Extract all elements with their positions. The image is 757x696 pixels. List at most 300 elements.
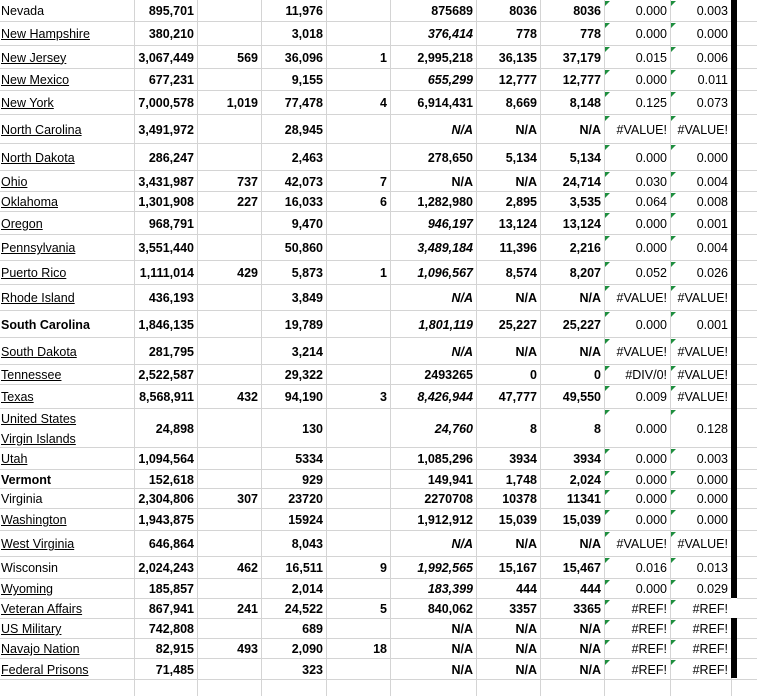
col-c-cell[interactable]: 432 xyxy=(237,390,258,404)
col-c-cell[interactable] xyxy=(197,619,261,639)
col-i-cell[interactable]: 0.000 xyxy=(635,73,667,87)
col-i-cell[interactable]: #REF! xyxy=(631,602,667,616)
col-e-cell[interactable] xyxy=(326,489,390,509)
col-i-cell[interactable]: 0.000 xyxy=(635,513,667,527)
col-j-cell[interactable]: 0.000 xyxy=(696,492,728,506)
col-c-cell[interactable] xyxy=(197,235,261,261)
col-g-cell[interactable]: 5,134 xyxy=(505,150,537,165)
col-f-cell[interactable]: 2493265 xyxy=(424,368,473,382)
col-b-cell[interactable]: 968,791 xyxy=(148,216,194,231)
col-g-cell[interactable]: N/A xyxy=(515,622,537,636)
col-c-cell[interactable] xyxy=(197,338,261,365)
col-h-cell[interactable]: 24,714 xyxy=(562,174,601,189)
col-c-cell[interactable]: 493 xyxy=(237,642,258,656)
col-f-cell[interactable]: 1,096,567 xyxy=(417,266,473,280)
jurisdiction-name-cell[interactable] xyxy=(0,285,134,311)
col-h-cell[interactable]: N/A xyxy=(579,662,601,677)
col-g-cell[interactable]: 12,777 xyxy=(498,73,537,87)
col-j-cell[interactable]: 0.011 xyxy=(697,73,728,87)
col-d-cell[interactable]: 130 xyxy=(302,421,323,436)
jurisdiction-link[interactable]: Tennessee xyxy=(1,368,62,382)
col-f-cell[interactable]: N/A xyxy=(451,622,473,636)
col-e-cell[interactable]: 9 xyxy=(380,561,387,575)
jurisdiction-name-cell[interactable] xyxy=(0,144,134,171)
col-f-cell[interactable]: 1,085,296 xyxy=(417,452,473,466)
col-b-cell[interactable]: 2,024,243 xyxy=(138,561,194,575)
col-g-cell[interactable]: 11,396 xyxy=(499,241,537,255)
col-i-cell[interactable]: #REF! xyxy=(631,622,667,636)
col-b-cell[interactable]: 1,846,135 xyxy=(138,317,194,332)
col-i-cell[interactable]: #VALUE! xyxy=(616,291,667,305)
col-c-cell[interactable] xyxy=(197,69,261,91)
col-j-cell[interactable]: 0.008 xyxy=(696,195,728,209)
col-g-cell[interactable]: N/A xyxy=(515,662,537,677)
col-c-cell[interactable] xyxy=(197,531,261,557)
jurisdiction-link[interactable]: Navajo Nation xyxy=(1,642,80,656)
col-f-cell[interactable]: 183,399 xyxy=(427,582,473,596)
jurisdiction-link[interactable]: Puerto Rico xyxy=(1,266,67,280)
col-j-cell[interactable]: 0.000 xyxy=(696,472,728,487)
col-g-cell[interactable]: 2,895 xyxy=(505,195,537,209)
jurisdiction-link[interactable]: New York xyxy=(1,96,54,110)
col-g-cell[interactable]: N/A xyxy=(515,344,537,359)
col-h-cell[interactable]: 5,134 xyxy=(569,150,601,165)
col-d-cell[interactable]: 15924 xyxy=(288,513,323,527)
jurisdiction-link[interactable]: New Mexico xyxy=(1,73,70,87)
jurisdiction-name-cell[interactable] xyxy=(0,448,134,470)
col-j-cell[interactable]: 0.026 xyxy=(696,266,728,280)
col-j-cell[interactable]: 0.003 xyxy=(696,452,728,466)
col-h-cell[interactable]: 12,777 xyxy=(562,73,601,87)
col-g-cell[interactable]: 0 xyxy=(530,368,537,382)
col-e-cell[interactable] xyxy=(326,235,390,261)
col-e-cell[interactable]: 7 xyxy=(380,174,387,189)
jurisdiction-name-cell[interactable] xyxy=(0,338,134,365)
col-d-cell[interactable]: 16,511 xyxy=(285,561,323,575)
col-d-cell[interactable]: 11,976 xyxy=(285,4,323,18)
col-c-cell[interactable] xyxy=(197,144,261,171)
col-c-cell[interactable]: 462 xyxy=(237,561,258,575)
col-h-cell[interactable]: 3365 xyxy=(573,602,601,616)
col-f-cell[interactable]: N/A xyxy=(451,537,473,551)
col-b-cell[interactable]: 3,431,987 xyxy=(138,174,194,189)
col-d-cell[interactable]: 9,470 xyxy=(291,216,323,231)
col-e-cell[interactable] xyxy=(326,448,390,470)
col-g-cell[interactable]: 8036 xyxy=(509,4,537,18)
col-e-cell[interactable]: 1 xyxy=(380,50,387,65)
col-i-cell[interactable]: 0.000 xyxy=(635,27,667,41)
jurisdiction-name-cell[interactable] xyxy=(0,212,134,235)
jurisdiction-link[interactable]: New Jersey xyxy=(1,50,67,65)
col-f-cell[interactable]: 24,760 xyxy=(434,421,473,436)
col-d-cell[interactable]: 929 xyxy=(302,472,323,487)
col-c-cell[interactable]: 241 xyxy=(237,602,258,616)
col-j-cell[interactable]: 0.000 xyxy=(696,150,728,165)
col-h-cell[interactable]: 8,207 xyxy=(569,266,601,280)
jurisdiction-name-cell[interactable] xyxy=(0,192,134,212)
col-d-cell[interactable]: 16,033 xyxy=(284,195,323,209)
col-d-cell[interactable]: 323 xyxy=(302,662,323,677)
col-c-cell[interactable] xyxy=(197,311,261,338)
col-e-cell[interactable]: 6 xyxy=(380,195,387,209)
col-i-cell[interactable]: 0.000 xyxy=(635,216,667,231)
col-g-cell[interactable]: N/A xyxy=(515,537,537,551)
col-i-cell[interactable]: 0.000 xyxy=(635,472,667,487)
col-j-cell[interactable]: #REF! xyxy=(692,662,728,677)
col-e-cell[interactable] xyxy=(326,659,390,680)
col-e-cell[interactable] xyxy=(326,0,390,22)
jurisdiction-name-cell[interactable] xyxy=(0,599,134,619)
col-h-cell[interactable]: N/A xyxy=(579,622,601,636)
col-e-cell[interactable] xyxy=(326,311,390,338)
col-i-cell[interactable]: #VALUE! xyxy=(616,344,667,359)
col-f-cell[interactable]: 2270708 xyxy=(424,492,473,506)
col-j-cell[interactable]: 0.000 xyxy=(696,27,728,41)
col-j-cell[interactable]: 0.128 xyxy=(696,421,728,436)
col-b-cell[interactable]: 71,485 xyxy=(155,662,194,677)
col-c-cell[interactable]: 429 xyxy=(237,266,258,280)
jurisdiction-link[interactable]: New Hampshire xyxy=(1,27,90,41)
col-f-cell[interactable]: N/A xyxy=(451,122,473,137)
col-g-cell[interactable]: 15,039 xyxy=(498,513,537,527)
col-f-cell[interactable]: 376,414 xyxy=(427,27,473,41)
col-c-cell[interactable] xyxy=(197,509,261,531)
col-j-cell[interactable]: 0.006 xyxy=(696,50,728,65)
col-g-cell[interactable]: 3357 xyxy=(509,602,537,616)
col-e-cell[interactable] xyxy=(326,22,390,46)
col-i-cell[interactable]: 0.009 xyxy=(635,390,667,404)
jurisdiction-link[interactable]: Ohio xyxy=(1,174,28,189)
col-c-cell[interactable]: 227 xyxy=(237,195,258,209)
jurisdiction-name-cell[interactable] xyxy=(0,659,134,680)
col-j-cell[interactable]: #VALUE! xyxy=(677,368,728,382)
col-d-cell[interactable]: 2,090 xyxy=(291,642,323,656)
col-h-cell[interactable]: 25,227 xyxy=(562,317,601,332)
col-f-cell[interactable]: N/A xyxy=(451,662,473,677)
col-d-cell[interactable]: 689 xyxy=(302,622,323,636)
col-f-cell[interactable]: N/A xyxy=(451,344,473,359)
col-c-cell[interactable]: 737 xyxy=(237,174,258,189)
col-f-cell[interactable]: 3,489,184 xyxy=(417,241,473,255)
jurisdiction-link[interactable]: North Dakota xyxy=(1,150,75,165)
col-i-cell[interactable]: 0.015 xyxy=(635,50,667,65)
col-c-cell[interactable] xyxy=(197,470,261,489)
col-h-cell[interactable]: 8036 xyxy=(573,4,601,18)
jurisdiction-name-cell[interactable] xyxy=(0,531,134,557)
col-b-cell[interactable]: 152,618 xyxy=(148,472,194,487)
col-j-cell[interactable]: #REF! xyxy=(692,642,728,656)
col-f-cell[interactable]: 946,197 xyxy=(427,216,473,231)
jurisdiction-link[interactable]: Texas xyxy=(1,390,34,404)
col-h-cell[interactable]: 0 xyxy=(594,368,601,382)
col-g-cell[interactable]: N/A xyxy=(515,122,537,137)
col-f-cell[interactable]: 2,995,218 xyxy=(417,50,473,65)
col-h-cell[interactable]: 49,550 xyxy=(562,390,601,404)
col-i-cell[interactable]: 0.125 xyxy=(635,96,667,110)
col-f-cell[interactable]: N/A xyxy=(451,642,473,656)
col-c-cell[interactable] xyxy=(197,659,261,680)
col-e-cell[interactable] xyxy=(326,531,390,557)
col-h-cell[interactable]: 15,467 xyxy=(562,561,601,575)
col-j-cell[interactable]: 0.004 xyxy=(696,174,728,189)
col-i-cell[interactable]: #VALUE! xyxy=(616,122,667,137)
col-j-cell[interactable]: 0.000 xyxy=(696,513,728,527)
col-j-cell[interactable]: #VALUE! xyxy=(677,390,728,404)
col-e-cell[interactable] xyxy=(326,409,390,448)
col-h-cell[interactable]: N/A xyxy=(579,537,601,551)
col-i-cell[interactable]: 0.052 xyxy=(635,266,667,280)
col-b-cell[interactable]: 1,943,875 xyxy=(138,513,194,527)
col-j-cell[interactable]: 0.004 xyxy=(696,241,728,255)
col-f-cell[interactable]: 1,912,912 xyxy=(417,513,473,527)
col-i-cell[interactable]: 0.000 xyxy=(635,452,667,466)
col-b-cell[interactable]: 1,111,014 xyxy=(139,266,194,280)
jurisdiction-name-cell[interactable] xyxy=(0,579,134,599)
col-c-cell[interactable] xyxy=(197,0,261,22)
col-c-cell[interactable]: 307 xyxy=(237,492,258,506)
col-c-cell[interactable]: 569 xyxy=(237,50,258,65)
col-b-cell[interactable]: 281,795 xyxy=(148,344,194,359)
col-d-cell[interactable]: 2,014 xyxy=(291,582,323,596)
col-j-cell[interactable]: 0.001 xyxy=(696,317,728,332)
col-d-cell[interactable]: 2,463 xyxy=(291,150,323,165)
col-b-cell[interactable]: 3,067,449 xyxy=(138,50,194,65)
col-h-cell[interactable]: 8 xyxy=(594,421,601,436)
col-d-cell[interactable]: 5,873 xyxy=(291,266,323,280)
col-i-cell[interactable]: 0.064 xyxy=(635,195,667,209)
col-i-cell[interactable]: 0.000 xyxy=(635,150,667,165)
col-f-cell[interactable]: N/A xyxy=(451,291,473,305)
col-i-cell[interactable]: 0.016 xyxy=(635,561,667,575)
col-g-cell[interactable]: 778 xyxy=(516,27,537,41)
col-c-cell[interactable] xyxy=(197,448,261,470)
col-e-cell[interactable] xyxy=(326,212,390,235)
col-d-cell[interactable]: 36,096 xyxy=(284,50,323,65)
col-f-cell[interactable]: 149,941 xyxy=(427,472,473,487)
col-e-cell[interactable]: 4 xyxy=(380,96,387,110)
col-e-cell[interactable] xyxy=(326,365,390,385)
col-h-cell[interactable]: 2,024 xyxy=(569,472,601,487)
col-b-cell[interactable]: 1,094,564 xyxy=(138,452,194,466)
col-d-cell[interactable]: 8,043 xyxy=(291,537,323,551)
col-e-cell[interactable] xyxy=(326,619,390,639)
col-g-cell[interactable]: N/A xyxy=(515,174,537,189)
col-j-cell[interactable]: 0.073 xyxy=(696,96,728,110)
col-b-cell[interactable]: 677,231 xyxy=(148,73,194,87)
col-b-cell[interactable]: 185,857 xyxy=(148,582,194,596)
jurisdiction-link[interactable]: Oregon xyxy=(1,216,43,231)
col-c-cell[interactable]: 1,019 xyxy=(226,96,258,110)
jurisdiction-name-cell[interactable] xyxy=(0,261,134,285)
col-c-cell[interactable] xyxy=(197,365,261,385)
col-e-cell[interactable] xyxy=(326,470,390,489)
jurisdiction-link[interactable]: United States Virgin Islands xyxy=(1,411,77,446)
col-h-cell[interactable]: 13,124 xyxy=(562,216,601,231)
col-b-cell[interactable]: 7,000,578 xyxy=(138,96,194,110)
col-b-cell[interactable]: 436,193 xyxy=(148,291,194,305)
col-j-cell[interactable]: 0.029 xyxy=(696,582,728,596)
col-e-cell[interactable] xyxy=(326,338,390,365)
col-g-cell[interactable]: N/A xyxy=(515,291,537,305)
col-d-cell[interactable]: 29,322 xyxy=(284,368,323,382)
col-b-cell[interactable]: 380,210 xyxy=(148,27,194,41)
col-d-cell[interactable]: 50,860 xyxy=(284,241,323,255)
col-f-cell[interactable]: 655,299 xyxy=(427,73,473,87)
col-e-cell[interactable] xyxy=(326,285,390,311)
col-j-cell[interactable]: #VALUE! xyxy=(677,344,728,359)
col-f-cell[interactable]: 1,282,980 xyxy=(417,195,473,209)
col-h-cell[interactable]: 3,535 xyxy=(569,195,601,209)
col-h-cell[interactable]: 8,148 xyxy=(569,96,601,110)
col-d-cell[interactable]: 77,478 xyxy=(284,96,323,110)
col-i-cell[interactable]: 0.000 xyxy=(635,317,667,332)
col-i-cell[interactable]: 0.000 xyxy=(635,582,667,596)
col-b-cell[interactable]: 8,568,911 xyxy=(139,390,194,404)
col-d-cell[interactable]: 9,155 xyxy=(291,73,323,87)
col-h-cell[interactable]: 11341 xyxy=(566,492,601,506)
col-h-cell[interactable]: N/A xyxy=(579,291,601,305)
col-j-cell[interactable]: #VALUE! xyxy=(677,122,728,137)
col-h-cell[interactable]: N/A xyxy=(579,344,601,359)
col-h-cell[interactable]: 778 xyxy=(580,27,601,41)
jurisdiction-name-cell[interactable] xyxy=(0,619,134,639)
jurisdiction-link[interactable]: Rhode Island xyxy=(1,291,75,305)
jurisdiction-link[interactable]: Pennsylvania xyxy=(1,241,76,255)
col-b-cell[interactable]: 82,915 xyxy=(155,642,194,656)
col-d-cell[interactable]: 5334 xyxy=(295,452,323,466)
jurisdiction-link[interactable]: Veteran Affairs xyxy=(1,602,83,616)
jurisdiction-name-cell[interactable] xyxy=(0,46,134,69)
col-c-cell[interactable] xyxy=(197,22,261,46)
col-e-cell[interactable] xyxy=(326,144,390,171)
col-h-cell[interactable]: N/A xyxy=(579,122,601,137)
col-j-cell[interactable]: 0.001 xyxy=(696,216,728,231)
col-g-cell[interactable]: 1,748 xyxy=(505,472,537,487)
col-b-cell[interactable]: 867,941 xyxy=(148,602,194,616)
col-i-cell[interactable]: 0.000 xyxy=(635,4,667,18)
col-g-cell[interactable]: N/A xyxy=(515,642,537,656)
col-b-cell[interactable]: 646,864 xyxy=(148,537,194,551)
jurisdiction-name-cell[interactable] xyxy=(0,115,134,144)
jurisdiction-link[interactable]: US Military xyxy=(1,622,62,636)
col-j-cell[interactable]: 0.003 xyxy=(696,4,728,18)
jurisdiction-name-cell[interactable] xyxy=(0,639,134,659)
col-b-cell[interactable]: 3,491,972 xyxy=(138,122,194,137)
col-b-cell[interactable]: 3,551,440 xyxy=(138,241,194,255)
col-d-cell[interactable]: 94,190 xyxy=(284,390,323,404)
col-j-cell[interactable]: #VALUE! xyxy=(677,291,728,305)
col-i-cell[interactable]: 0.000 xyxy=(635,241,667,255)
col-b-cell[interactable]: 895,701 xyxy=(148,4,194,18)
col-j-cell[interactable]: 0.013 xyxy=(696,561,728,575)
col-i-cell[interactable]: #REF! xyxy=(631,642,667,656)
col-d-cell[interactable]: 23720 xyxy=(288,492,323,506)
col-g-cell[interactable]: 8,669 xyxy=(505,96,537,110)
col-h-cell[interactable]: 2,216 xyxy=(569,241,601,255)
jurisdiction-link[interactable]: North Carolina xyxy=(1,122,82,137)
col-h-cell[interactable]: N/A xyxy=(579,642,601,656)
col-e-cell[interactable] xyxy=(326,69,390,91)
col-g-cell[interactable]: 47,777 xyxy=(498,390,537,404)
col-j-cell[interactable]: #VALUE! xyxy=(677,537,728,551)
col-h-cell[interactable]: 3934 xyxy=(573,452,601,466)
col-e-cell[interactable] xyxy=(326,115,390,144)
col-c-cell[interactable] xyxy=(197,285,261,311)
col-i-cell[interactable]: 0.000 xyxy=(635,492,667,506)
col-e-cell[interactable] xyxy=(326,509,390,531)
col-g-cell[interactable]: 8,574 xyxy=(505,266,537,280)
col-d-cell[interactable]: 3,849 xyxy=(291,291,323,305)
col-e-cell[interactable]: 5 xyxy=(380,602,387,616)
col-g-cell[interactable]: 8 xyxy=(530,421,537,436)
jurisdiction-link[interactable]: Utah xyxy=(1,452,28,466)
col-b-cell[interactable]: 286,247 xyxy=(148,150,194,165)
jurisdiction-name-cell[interactable] xyxy=(0,69,134,91)
col-c-cell[interactable] xyxy=(197,579,261,599)
col-i-cell[interactable]: #VALUE! xyxy=(616,537,667,551)
jurisdiction-link[interactable]: South Dakota xyxy=(1,344,77,359)
col-b-cell[interactable]: 2,304,806 xyxy=(138,492,194,506)
col-g-cell[interactable]: 10378 xyxy=(502,492,537,506)
col-j-cell[interactable]: #REF! xyxy=(692,602,728,616)
jurisdiction-name-cell[interactable] xyxy=(0,91,134,115)
col-i-cell[interactable]: 0.030 xyxy=(635,174,667,189)
col-d-cell[interactable]: 3,018 xyxy=(291,27,323,41)
jurisdiction-name-cell[interactable] xyxy=(0,235,134,261)
col-f-cell[interactable]: 1,992,565 xyxy=(417,561,473,575)
col-b-cell[interactable]: 742,808 xyxy=(148,622,194,636)
jurisdiction-name-cell[interactable] xyxy=(0,509,134,531)
jurisdiction-link[interactable]: Oklahoma xyxy=(1,195,58,209)
col-d-cell[interactable]: 3,214 xyxy=(291,344,323,359)
jurisdiction-name-cell[interactable] xyxy=(0,409,134,448)
jurisdiction-name-cell[interactable] xyxy=(0,365,134,385)
col-f-cell[interactable]: N/A xyxy=(451,174,473,189)
col-h-cell[interactable]: 444 xyxy=(580,582,601,596)
col-f-cell[interactable]: 6,914,431 xyxy=(417,96,473,110)
jurisdiction-link[interactable]: West Virginia xyxy=(1,537,75,551)
col-b-cell[interactable]: 2,522,587 xyxy=(138,368,194,382)
col-f-cell[interactable]: 875689 xyxy=(431,4,473,18)
col-g-cell[interactable]: 25,227 xyxy=(498,317,537,332)
col-d-cell[interactable]: 24,522 xyxy=(284,602,323,616)
jurisdiction-link[interactable]: Federal Prisons xyxy=(1,662,89,677)
col-e-cell[interactable] xyxy=(326,579,390,599)
jurisdiction-name-cell[interactable] xyxy=(0,22,134,46)
col-h-cell[interactable]: 37,179 xyxy=(562,50,601,65)
col-h-cell[interactable]: 15,039 xyxy=(562,513,601,527)
col-f-cell[interactable]: 1,801,119 xyxy=(418,317,473,332)
col-i-cell[interactable]: #REF! xyxy=(631,662,667,677)
col-b-cell[interactable]: 24,898 xyxy=(155,421,194,436)
jurisdiction-link[interactable]: Washington xyxy=(1,513,67,527)
jurisdiction-name-cell[interactable] xyxy=(0,385,134,409)
jurisdiction-link[interactable]: Wyoming xyxy=(1,582,53,596)
col-f-cell[interactable]: 278,650 xyxy=(427,150,473,165)
col-d-cell[interactable]: 28,945 xyxy=(284,122,323,137)
col-g-cell[interactable]: 15,167 xyxy=(498,561,537,575)
col-f-cell[interactable]: 8,426,944 xyxy=(417,390,473,404)
jurisdiction-name-cell[interactable] xyxy=(0,171,134,192)
col-g-cell[interactable]: 444 xyxy=(516,582,537,596)
col-c-cell[interactable] xyxy=(197,115,261,144)
col-e-cell[interactable]: 3 xyxy=(380,390,387,404)
col-i-cell[interactable]: 0.000 xyxy=(635,421,667,436)
col-b-cell[interactable]: 1,301,908 xyxy=(138,195,194,209)
col-e-cell[interactable]: 1 xyxy=(380,266,387,280)
col-d-cell[interactable]: 42,073 xyxy=(284,174,323,189)
col-d-cell[interactable]: 19,789 xyxy=(284,317,323,332)
